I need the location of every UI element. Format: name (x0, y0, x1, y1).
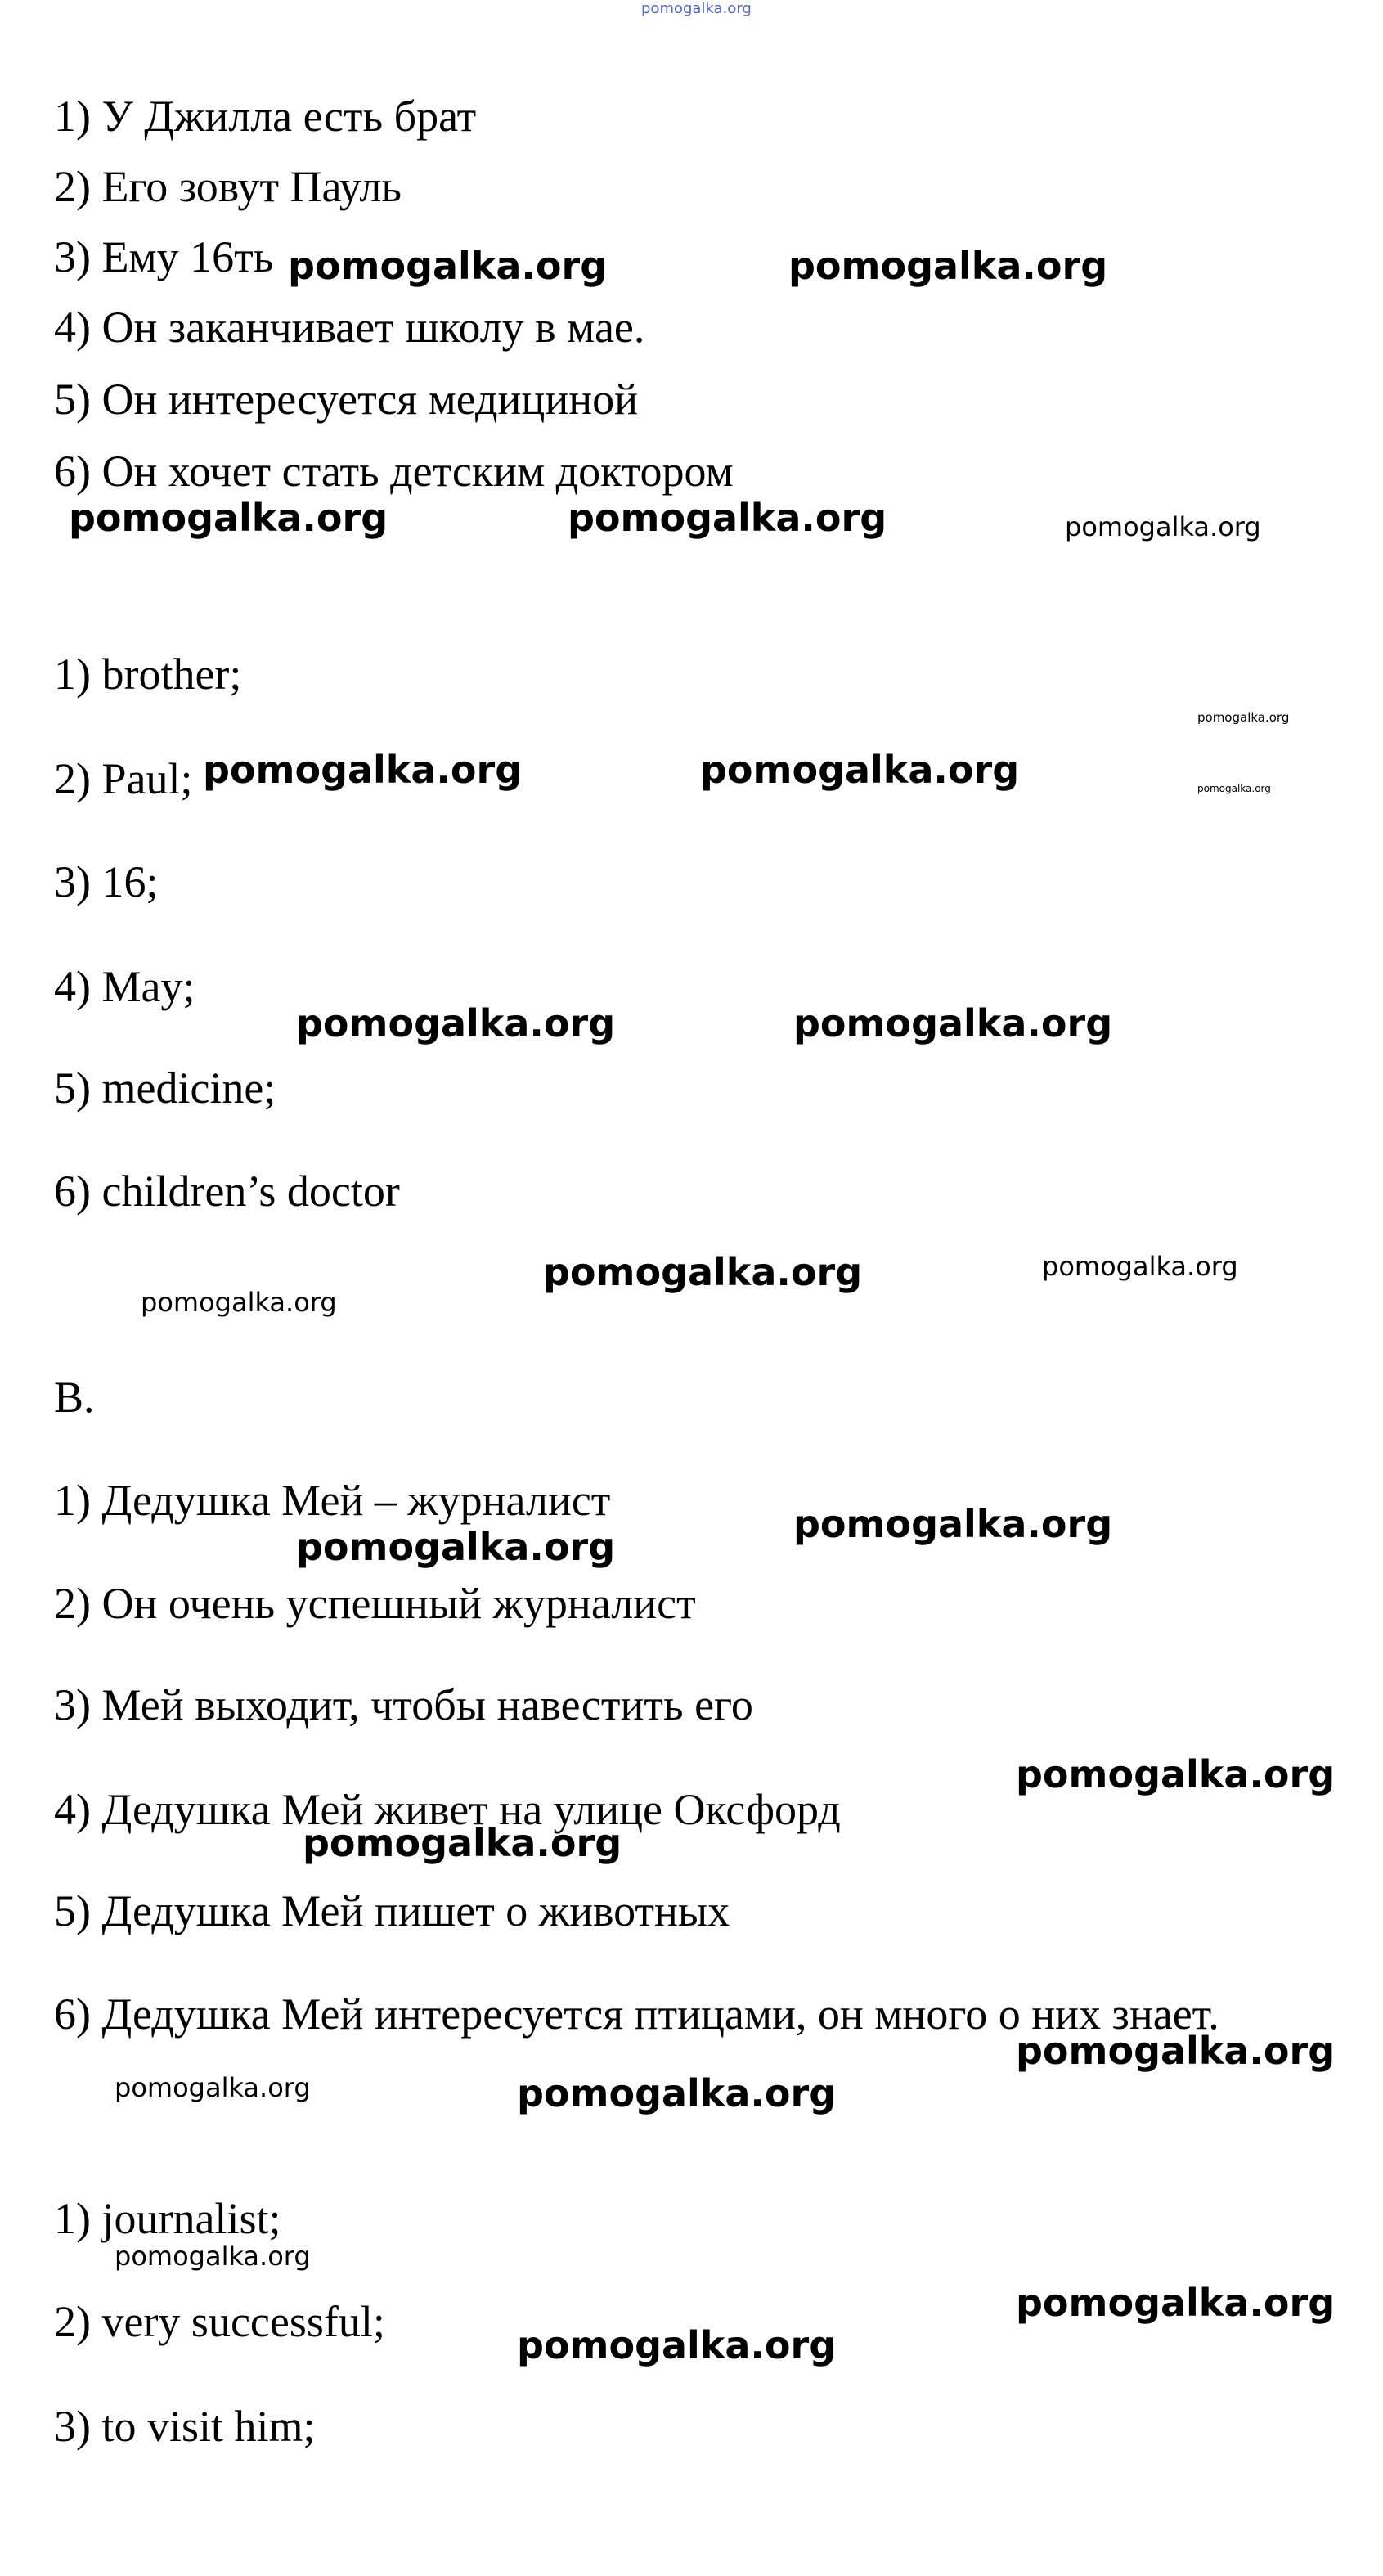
text-line-2: 2) Он очень успешный журналист (54, 1579, 696, 1628)
watermark: pomogalka.org (700, 748, 1020, 792)
watermark: pomogalka.org (1016, 2029, 1336, 2073)
watermark: pomogalka.org (543, 1250, 863, 1294)
text-line-4: 4) Он заканчивает школу в мае. (54, 303, 645, 352)
answer-line-2: 2) very successful; (54, 2297, 385, 2346)
watermark: pomogalka.org (203, 748, 523, 792)
watermark: pomogalka.org (1042, 1251, 1238, 1282)
answer-line-1: 1) journalist; (54, 2194, 281, 2243)
watermark: pomogalka.org (288, 244, 608, 288)
text-line-6: 6) Он хочет стать детским доктором (54, 447, 734, 496)
answer-line-1: 1) brother; (54, 650, 242, 699)
watermark: pomogalka.org (1016, 2281, 1336, 2325)
watermark: pomogalka.org (141, 1287, 337, 1318)
watermark: pomogalka.org (517, 2323, 837, 2367)
text-line-4: 4) Дедушка Мей живет на улице Оксфорд (54, 1785, 841, 1834)
watermark: pomogalka.org (69, 496, 388, 540)
section-heading: B. (54, 1373, 95, 1422)
answer-line-6: 6) children’s doctor (54, 1167, 400, 1216)
text-line-1: 1) Дедушка Мей – журналист (54, 1476, 611, 1525)
watermark: pomogalka.org (517, 2071, 837, 2115)
watermark: pomogalka.org (1016, 1752, 1336, 1796)
text-line-5: 5) Дедушка Мей пишет о животных (54, 1886, 730, 1935)
watermark: pomogalka.org (1065, 511, 1261, 542)
answer-line-3: 3) to visit him; (54, 2402, 316, 2451)
watermark: pomogalka.org (793, 1502, 1113, 1546)
watermark: pomogalka.org (1197, 710, 1290, 725)
watermark: pomogalka.org (1197, 783, 1271, 794)
text-line-3: 3) Мей выходит, чтобы навестить его (54, 1680, 753, 1729)
text-line-3: 3) Ему 16ть (54, 232, 274, 281)
watermark: pomogalka.org (296, 1001, 616, 1045)
watermark: pomogalka.org (793, 1001, 1113, 1045)
answer-line-2: 2) Paul; (54, 754, 193, 803)
text-line-2: 2) Его зовут Пауль (54, 162, 402, 211)
answer-line-5: 5) medicine; (54, 1063, 276, 1113)
watermark: pomogalka.org (303, 1821, 622, 1865)
text-line-1: 1) У Джилла есть брат (54, 92, 477, 141)
watermark: pomogalka.org (788, 244, 1108, 288)
text-line-5: 5) Он интересуется медициной (54, 375, 639, 424)
watermark: pomogalka.org (115, 2072, 311, 2103)
header-watermark: pomogalka.org (641, 0, 752, 17)
text-line-6: 6) Дедушка Мей интересуется птицами, он много о них знает. (54, 1989, 1219, 2039)
answer-line-3: 3) 16; (54, 857, 159, 906)
answer-line-4: 4) May; (54, 962, 195, 1011)
watermark: pomogalka.org (115, 2241, 311, 2272)
watermark: pomogalka.org (296, 1525, 616, 1569)
watermark: pomogalka.org (568, 496, 887, 540)
